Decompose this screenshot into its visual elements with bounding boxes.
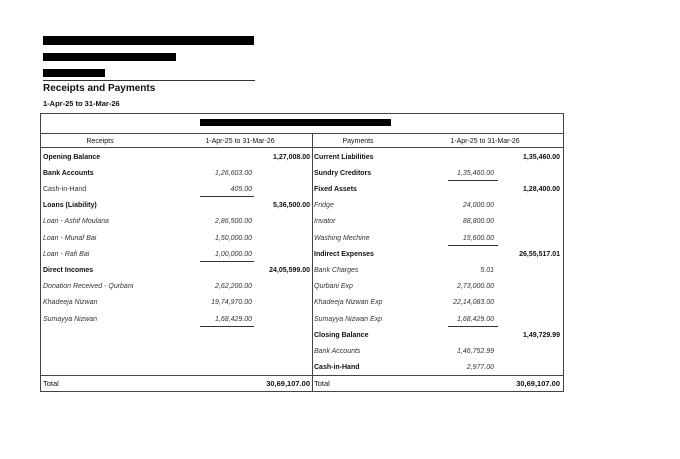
row-label: Sumayya Nizwan Exp bbox=[314, 316, 383, 323]
row-label: Sumayya Nizwan bbox=[43, 316, 98, 323]
table-center-divider bbox=[312, 133, 313, 392]
row-amount: 24,000.00 bbox=[462, 202, 494, 209]
row-amount: 2,86,500.00 bbox=[215, 218, 252, 225]
row-amount: 5.01 bbox=[480, 267, 494, 274]
row-total: 1,28,400.00 bbox=[523, 186, 560, 193]
report-title: Receipts and Payments bbox=[43, 83, 156, 94]
row-amount: 2,73,000.00 bbox=[457, 283, 494, 290]
table-header-rule bbox=[40, 147, 564, 148]
col-header-payments: Payments bbox=[342, 138, 374, 145]
header-divider bbox=[43, 80, 255, 81]
row-label: Cash-in-Hand bbox=[314, 364, 360, 371]
total-label-payments: Total bbox=[314, 379, 330, 388]
redacted-company-name bbox=[43, 36, 254, 45]
row-label: Loan - Munaf Bai bbox=[43, 235, 97, 242]
row-amount: 1,68,429.00 bbox=[215, 316, 252, 323]
row-amount: 2,62,200.00 bbox=[215, 283, 252, 290]
row-label: Indirect Expenses bbox=[314, 251, 374, 258]
row-label: Loans (Liability) bbox=[43, 202, 97, 209]
row-label: Khadeeja Nizwan Exp bbox=[314, 299, 383, 306]
row-label: Closing Balance bbox=[314, 332, 369, 339]
row-label: Loan - Rafi Bai bbox=[43, 251, 90, 258]
subtotal-underline bbox=[200, 326, 254, 327]
row-label: Invator bbox=[314, 218, 336, 225]
row-total: 1,27,008.00 bbox=[273, 154, 310, 161]
row-label: Fixed Assets bbox=[314, 186, 357, 193]
row-total: 26,55,517.01 bbox=[519, 251, 560, 258]
row-total: 5,36,500.00 bbox=[273, 202, 310, 209]
subtotal-underline bbox=[200, 196, 254, 197]
row-label: Current Liabilities bbox=[314, 154, 374, 161]
row-amount: 15,600.00 bbox=[462, 235, 494, 242]
table-top-rule bbox=[40, 133, 564, 134]
row-label: Opening Balance bbox=[43, 154, 101, 161]
row-total: 24,05,599.00 bbox=[269, 267, 310, 274]
row-amount: 19,74,970.00 bbox=[211, 299, 252, 306]
row-amount: 22,14,083.00 bbox=[453, 299, 494, 306]
report-period: 1-Apr-25 to 31-Mar-26 bbox=[43, 99, 120, 108]
row-label: Direct Incomes bbox=[43, 267, 94, 274]
col-header-receipts-period: 1-Apr-25 to 31-Mar-26 bbox=[205, 138, 275, 145]
total-value-receipts: 30,69,107.00 bbox=[266, 379, 310, 388]
row-amount: 1,50,000.00 bbox=[215, 235, 252, 242]
total-label-receipts: Total bbox=[43, 379, 59, 388]
table-total-rule bbox=[40, 375, 564, 376]
redacted-address-line bbox=[43, 53, 176, 61]
row-label: Khadeeja Nizwan bbox=[43, 299, 98, 306]
row-total: 1,49,729.99 bbox=[523, 332, 560, 339]
row-label: Bank Accounts bbox=[314, 348, 361, 355]
subtotal-underline bbox=[200, 261, 254, 262]
row-amount: 1,35,460.00 bbox=[457, 170, 494, 177]
row-label: Washing Mechine bbox=[314, 235, 370, 242]
row-label: Sundry Creditors bbox=[314, 170, 372, 177]
row-label: Loan - Ashif Moulana bbox=[43, 218, 109, 225]
row-total: 1,35,460.00 bbox=[523, 154, 560, 161]
row-amount: 1,46,752.99 bbox=[457, 348, 494, 355]
row-amount: 88,800.00 bbox=[462, 218, 494, 225]
redacted-table-heading bbox=[200, 119, 391, 126]
row-label: Bank Charges bbox=[314, 267, 359, 274]
row-label: Fridge bbox=[314, 202, 334, 209]
row-amount: 405.00 bbox=[230, 186, 252, 193]
row-amount: 1,00,000.00 bbox=[215, 251, 252, 258]
redacted-address-line-2 bbox=[43, 69, 105, 77]
total-value-payments: 30,69,107.00 bbox=[516, 379, 560, 388]
row-label: Qurbani Exp bbox=[314, 283, 353, 290]
row-amount: 1,26,603.00 bbox=[215, 170, 252, 177]
subtotal-underline bbox=[448, 180, 498, 181]
row-label: Cash-in-Hand bbox=[43, 186, 87, 193]
row-label: Donation Received - Qurbani bbox=[43, 283, 134, 290]
row-amount: 1,68,429.00 bbox=[457, 316, 494, 323]
row-amount: 2,977.00 bbox=[466, 364, 494, 371]
col-header-payments-period: 1-Apr-25 to 31-Mar-26 bbox=[450, 138, 520, 145]
subtotal-underline bbox=[448, 245, 498, 246]
col-header-receipts: Receipts bbox=[86, 138, 114, 145]
subtotal-underline bbox=[448, 326, 498, 327]
row-label: Bank Accounts bbox=[43, 170, 94, 177]
